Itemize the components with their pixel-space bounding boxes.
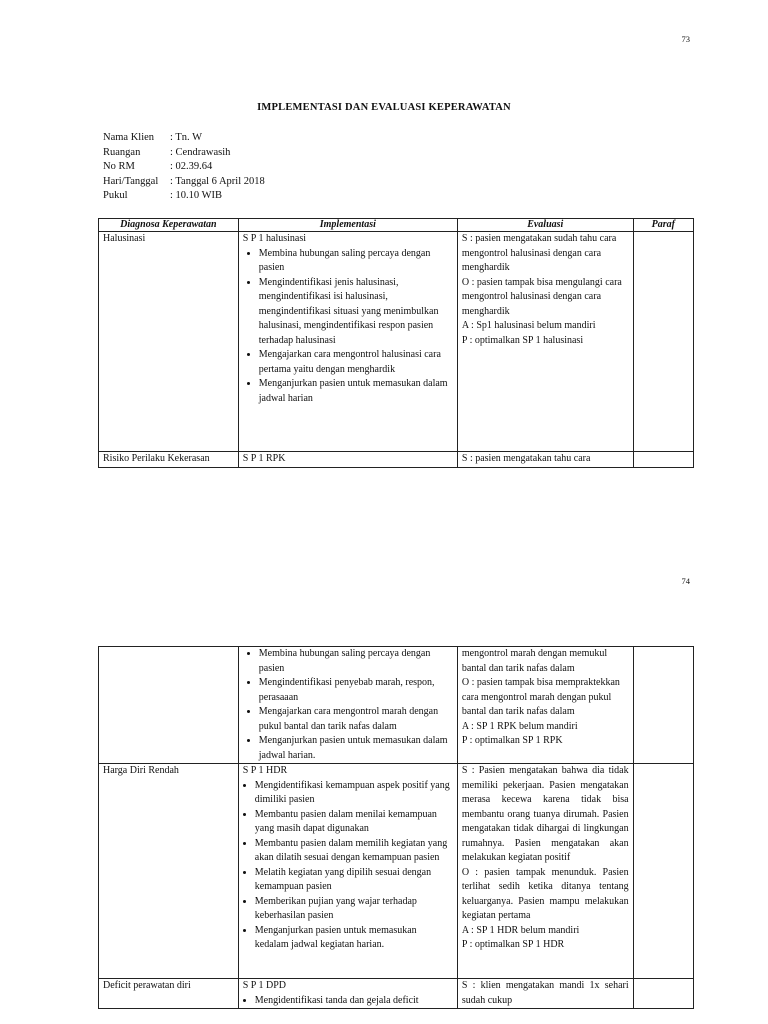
list-item: • Membantu pasien dalam menilai kemampuan yang masih dapat digunakan (255, 808, 453, 837)
table-row (99, 232, 694, 452)
action-list (243, 779, 453, 953)
header-paraf: Paraf (633, 219, 693, 232)
implementasi-cell: S P 1 RPK (238, 452, 457, 468)
diagnosa-cell (99, 647, 239, 764)
meta-row: Ruangan : Cendrawasih (103, 146, 231, 158)
evaluasi-cell (457, 764, 633, 979)
table-row (99, 647, 694, 764)
table-row (99, 979, 694, 1009)
list-item: • Menganjurkan pasien untuk memasukan dalam jadwal harian (259, 377, 453, 406)
paraf-cell (633, 764, 693, 979)
list-item: • Menganjurkan pasien untuk memasukan dalam jadwal harian. (259, 734, 453, 763)
action-list (243, 647, 453, 763)
action-list (243, 994, 453, 1009)
eval-line: P : optimalkan SP 1 RPK (461, 735, 563, 746)
paraf-cell (633, 979, 693, 1009)
meta-row: Nama Klien : Tn. W (103, 132, 202, 143)
diagnosa-cell: Halusinasi (99, 232, 239, 452)
implementasi-cell (238, 764, 457, 979)
page-74 (0, 560, 768, 1024)
list-item: • Membina hubungan saling percaya dengan pasien (259, 647, 453, 676)
list-item: • Mengajarkan cara mengontrol marah dengan pukul bantal dan tarik nafas dalam (259, 705, 453, 734)
document-title: IMPLEMENTASI DAN EVALUASI KEPERAWATAN (257, 102, 511, 113)
header-diagnosa: Diagnosa Keperawatan (99, 219, 239, 232)
list-item: • Mengidentifikasi tanda dan gejala deficit (255, 994, 453, 1009)
eval-line: S : pasien mengatakan sudah tahu cara mengontrol halusinasi dengan cara menghardik (461, 233, 617, 273)
header-implementasi: Implementasi (238, 219, 457, 232)
list-item: • Mengindentifikasi penyebab marah, respon, perasaaan (259, 676, 453, 705)
sp-label: S P 1 HDR (242, 765, 288, 776)
paraf-cell (633, 232, 693, 452)
list-item: • Mengindentifikasi jenis halusinasi, mengindentifikasi isi halusinasi, mengindentifikasi situasi yang menimbulkan halusinasi, mengindentifikasi respon pasien terhadap halusinasi (259, 276, 453, 349)
page-gap (0, 520, 768, 560)
evaluasi-cell: S : pasien mengatakan tahu cara (457, 452, 633, 468)
meta-row: No RM : 02.39.64 (103, 161, 213, 172)
implementasi-cell (238, 979, 457, 1009)
page-number: 74 (681, 576, 690, 586)
sp-label: S P 1 halusinasi (242, 233, 306, 244)
list-item: • Menganjurkan pasien untuk memasukan kedalam jadwal kegiatan harian. (255, 924, 453, 953)
eval-line: O : pasien tampak bisa mengulangi cara mengontrol halusinasi dengan cara menghardik (461, 276, 622, 317)
eval-line: P : optimalkan SP 1 HDR (461, 939, 565, 950)
list-item: • Mengajarkan cara mengontrol halusinasi cara pertama yaitu dengan menghardik (259, 348, 453, 377)
evaluasi-cell (457, 647, 633, 764)
diagnosa-cell: Risiko Perilaku Kekerasan (99, 452, 239, 468)
eval-line: O : pasien tampak menunduk. Pasien terlihat sedih ketika ditanya tentang keluarganya. Pasien mampu melakukan kegiatan pertama (461, 866, 629, 921)
paraf-cell (633, 452, 693, 468)
action-list (243, 247, 453, 407)
eval-line: O : pasien tampak bisa mempraktekkan cara mengontrol marah dengan pukul bantal dan tarik nafas dalam (461, 677, 620, 717)
implementasi-cell (238, 232, 457, 452)
sp-label: S P 1 DPD (242, 980, 287, 991)
nursing-table (98, 218, 694, 468)
evaluasi-cell: S : klien mengatakan mandi 1x sehari sudah cukup (457, 979, 633, 1009)
implementasi-cell (238, 647, 457, 764)
list-item: • Memberikan pujian yang wajar terhadap keberhasilan pasien (255, 895, 453, 924)
eval-line: mengontrol marah dengan memukul bantal dan tarik nafas dalam (461, 648, 608, 674)
paraf-cell (633, 647, 693, 764)
meta-row: Hari/Tanggal : Tanggal 6 April 2018 (103, 175, 265, 187)
evaluasi-cell (457, 232, 633, 452)
meta-row: Pukul : 10.10 WIB (103, 190, 223, 201)
list-item: • Membina hubungan saling percaya dengan pasien (259, 247, 453, 276)
nursing-table-continued (98, 646, 694, 1009)
table-header-row (99, 219, 694, 232)
patient-info (103, 131, 265, 204)
eval-line: A : SP 1 RPK belum mandiri (461, 720, 578, 732)
list-item: • Mengidentifikasi kemampuan aspek positif yang dimiliki pasien (255, 779, 453, 808)
table-row (99, 764, 694, 979)
table-row (99, 452, 694, 468)
header-evaluasi: Evaluasi (457, 219, 633, 232)
eval-line: P : optimalkan SP 1 halusinasi (461, 334, 584, 346)
page-number: 73 (681, 34, 690, 44)
list-item: • Melatih kegiatan yang dipilih sesuai dengan kemampuan pasien (255, 866, 453, 895)
eval-line: A : Sp1 halusinasi belum mandiri (461, 320, 596, 331)
diagnosa-cell: Deficit perawatan diri (99, 979, 239, 1009)
eval-line: S : Pasien mengatakan bahwa dia tidak memiliki pekerjaan. Pasien mengatakan merasa kecewa karena tidak bisa membantu orang tuanya dirumah. Pasien mengatakan tidak dihargai di lingkungan rumahnya. Pasien mengatakan akan melakukan kegiatan positif (461, 765, 629, 863)
diagnosa-cell: Harga Diri Rendah (99, 764, 239, 979)
eval-line: A : SP 1 HDR belum mandiri (461, 924, 580, 936)
list-item: • Membantu pasien dalam memilih kegiatan yang akan dilatih sesuai dengan kemampuan pasien (255, 837, 453, 866)
